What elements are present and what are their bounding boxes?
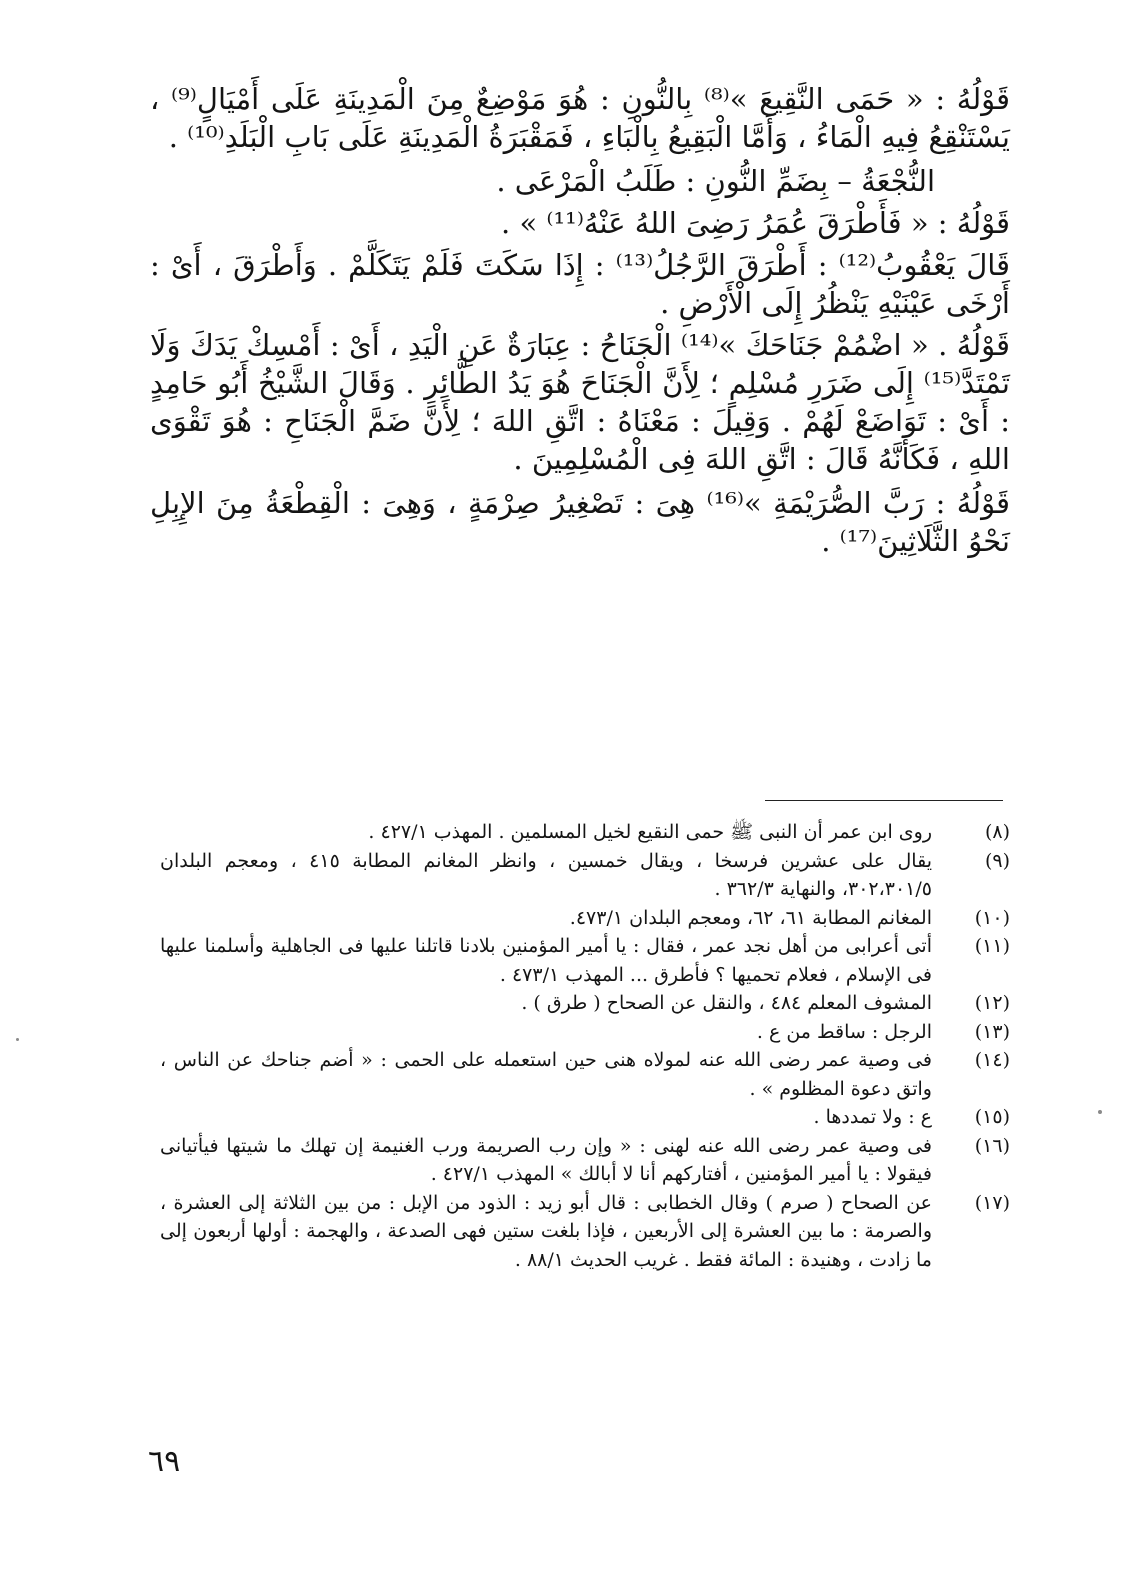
footnote-number: (٨): [984, 821, 1010, 843]
footnote-text: أتى أعرابى من أهل نجد عمر ، فقال : يا أمير المؤمنين بلادنا قاتلنا عليها فى الجاهلية وأسلمنا عليها فى الإسلام ، فعلام تحميها ؟ فأطرق ... المهذب ٤٧٣/١ .: [160, 935, 932, 986]
footnote-number: (١٧): [974, 1191, 1010, 1214]
footnote-text: المغانم المطابة ٦١، ٦٢، ومعجم البلدان ٤٧٣/١.: [569, 906, 932, 929]
footnote-number: (١٠): [974, 906, 1010, 929]
footnote-number: (١٤): [974, 1049, 1010, 1071]
paragraph-yaqub: قَالَ يَعْقُوبُ⁽¹²⁾ : أَطْرَقَ الرَّجُلُ⁽¹³⁾ : إِذَا سَكَتَ فَلَمْ يَتَكَلَّمْ . وَأَطْرَقَ ، أَىْ : أَرْخَى عَيْنَيْهِ يَنْظُرُ إِلَى الْأَرْضِ .: [150, 248, 1011, 320]
footnote-text: المشوف المعلم ٤٨٤ ، والنقل عن الصحاح ( طرق ) .: [521, 992, 932, 1014]
paragraph-naqi: قَوْلُهُ : « حَمَى النَّقِيعَ »⁽⁸⁾ بِالنُّونِ : هُوَ مَوْضِعٌ مِنَ الْمَدِينَةِ عَلَى أَمْيَالٍ⁽⁹⁾ ، يَسْتَنْقِعُ فِيهِ الْمَاءُ ، وَأَمَّا الْبَقِيعُ بِالْبَاءِ ، فَمَقْبَرَةُ الْمَدِينَةِ عَلَى بَابِ الْبَلَدِ⁽¹⁰⁾ .: [150, 82, 1010, 154]
paragraph-nujah: النُّجْعَةُ – بِضَمِّ النُّونِ : طَلَبُ الْمَرْعَى .: [496, 164, 935, 198]
footnote-item: [160, 1189, 1010, 1275]
page-number: ٦٩: [148, 1444, 181, 1479]
footnote-text: الرجل : ساقط من ع .: [756, 1020, 932, 1043]
footnote-text: يقال على عشرين فرسخا ، ويقال خمسين ، وانظر المغانم المطابة ٤١٥ ، ومعجم البلدان ٣٠٢،٣٠١/٥، والنهاية ٣٦٢/٣ .: [160, 849, 932, 900]
footnotes: [160, 818, 1010, 1274]
footnote-number: (١١): [974, 935, 1010, 957]
footnote-item: [160, 818, 1010, 847]
footnote-item: [160, 989, 1010, 1018]
footnote-item: [160, 1046, 1010, 1103]
footnote-text: روى ابن عمر أن النبى ﷺ حمى النقيع لخيل المسلمين . المهذب ٤٢٧/١ .: [368, 821, 932, 843]
footnote-text: فى وصية عمر رضى الله عنه لمولاه هنى حين استعمله على الحمى : « أضم جناحك عن الناس ، واتق دعوة المظلوم » .: [160, 1049, 932, 1100]
footnote-number: (٩): [984, 849, 1010, 872]
footnote-item: [160, 932, 1010, 989]
footnote-text: عن الصحاح ( صرم ) وقال الخطابى : قال أبو زيد : الذود من الإبل : من بين الثلاثة إلى العشرة ، والصرمة : ما بين العشرة إلى الأربعين ، فإذا بلغت ستين فهى الصدعة ، والهجمة : أولها أربعون إلى ما زادت ، وهنيدة : المائة فقط . غريب الحديث ٨٨/١ .: [160, 1191, 932, 1271]
footnote-item: [160, 1103, 1010, 1132]
paragraph-suraymah: قَوْلُهُ : رَبَّ الصُّرَيْمَةِ »⁽¹⁶⁾ هِىَ : تَصْغِيرُ صِرْمَةٍ ، وَهِىَ : الْقِطْعَةُ مِنَ الإِبِلِ نَحْوُ الثَّلَاثِينَ⁽¹⁷⁾ .: [150, 486, 1010, 558]
paragraph-atraqa-quote: قَوْلُهُ : « فَأَطْرَقَ عُمَرُ رَضِىَ اللهُ عَنْهُ⁽¹¹⁾ » .: [501, 206, 1010, 240]
footnote-item: [160, 1018, 1010, 1047]
footnote-number: (١٥): [974, 1106, 1010, 1128]
footnote-divider: [765, 800, 1003, 801]
scan-speck: [1098, 1110, 1102, 1114]
main-text: [150, 80, 1010, 560]
scan-speck: [16, 1038, 19, 1041]
footnote-number: (١٦): [974, 1134, 1010, 1157]
footnote-item: [160, 904, 1010, 933]
footnote-text: فى وصية عمر رضى الله عنه لهنى : « وإن رب الصريمة ورب الغنيمة إن تهلك ما شيتها فيأتيانى فيقولا : يا أمير المؤمنين ، أفتاركهم أنا لا أبالك » المهذب ٤٢٧/١ .: [160, 1134, 932, 1185]
footnote-number: (١٣): [974, 1020, 1010, 1043]
footnote-number: (١٢): [974, 992, 1010, 1014]
footnote-item: [160, 847, 1010, 904]
footnote-item: [160, 1132, 1010, 1189]
paragraph-janah: قَوْلُهُ . « اضْمُمْ جَنَاحَكَ »⁽¹⁴⁾ الْجَنَاحُ : عِبَارَةٌ عَنِ الْيَدِ ، أَىْ : أَمْسِكْ يَدَكَ وَلَا تَمْتَدَّ⁽¹⁵⁾ إِلَى ضَرَرِ مُسْلِمٍ ؛ لِأَنَّ الْجَنَاحَ هُوَ يَدُ الطَّائِرِ . وَقَالَ الشَّيْخُ أَبُو حَامِدٍ : أَىْ : تَوَاضَعْ لَهُمْ . وَقِيلَ : مَعْنَاهُ : اتَّقِ اللهَ ؛ لِأَنَّ ضَمَّ الْجَنَاحِ : هُوَ تَقْوَى اللهِ ، فَكَأَنَّهُ قَالَ : اتَّقِ اللهَ فِى الْمُسْلِمِينَ .: [150, 328, 1011, 476]
footnote-text: ع : ولا تمددها .: [813, 1106, 932, 1128]
